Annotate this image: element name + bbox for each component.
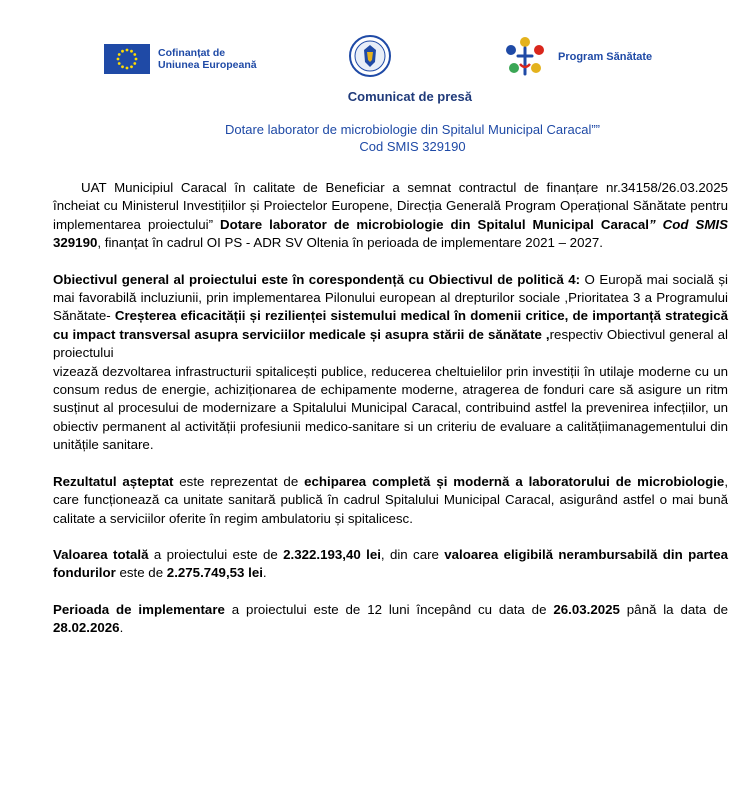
press-release-title-row [0, 88, 750, 106]
eu-logo-text: Cofinanțat de Uniunea Europeană [158, 47, 257, 71]
project-subtitle [0, 121, 750, 155]
paragraph-contract: UAT Municipiul Caracal în calitate de Beneficiar a semnat contractul de finanțare nr.34158/26.03.2025 încheiat cu Ministerul Investițiilor și Proiectelor Europene, Direcția Generală Program Operațional Sănătate pentru implementarea proiectului” Dotare laborator de microbiologie din Spitalul Municipal Caracal” Cod SMIS 329190, finanțat în cadrul OI PS - ADR SV Oltenia în perioada de implementare 2021 – 2027. [53, 180, 728, 251]
eu-cofinanced-logo [104, 44, 257, 74]
paragraph-objective-continued: vizează dezvoltarea infrastructurii spitalicești publice, reducerea cheltuielilor prin investiții în utilaje moderne cu un consum redus de energie, achiziționarea de echipamente moderne, atragerea de fonduri care să asigure un ritm susținut al procesului de modernizare a Spitalului Municipal Caracal, contribuind astfel la prevenirea infecțiilor, un obiectiv permanent al activității profesiunii medico-sanitare si un criteriu de evaluare a calitățiimanagementului din unitățile sanitare. [53, 363, 728, 453]
program-sanatate-logo [500, 34, 652, 80]
paragraph-objective: Obiectivul general al proiectului este în corespondență cu Obiectivul de politică 4: O Europă mai socială și mai favorabilă incluziunii, prin implementarea Pilonului european al drepturilor sociale ,Prioritatea 3 a Programului Sănătate- Creșterea eficacității și rezilienței sistemului medical în domenii critice, de importanță strategică cu impact transversal asupra serviciilor medicale și asupra stării de sănătate ,respectiv Obiectivul general al proiectului [53, 271, 728, 361]
page-title: Comunicat de presă [347, 89, 472, 104]
paragraph-total-value: Valoarea totală a proiectului este de 2.322.193,40 lei, din care valoarea eligibilă nerambursabilă din partea fondurilor este de 2.275.749,53 lei. [53, 546, 728, 581]
press-release-body [53, 179, 728, 638]
subtitle-line-2: Cod SMIS 329190 [359, 139, 466, 154]
paragraph-expected-result: Rezultatul așteptat este reprezentat de echiparea completă și modernă a laboratorului de microbiologie, care funcționează ca unitate sanitară publică în cadrul Spitalului Municipal Caracal, asigurând astfel o mai bună calitate a serviciilor oferite în regim ambulatoriu și spitalicesc. [53, 473, 729, 526]
subtitle-line-1: Dotare laborator de microbiologie din Spitalul Municipal Caracal”” [224, 122, 600, 137]
paragraph-implementation-period: Perioada de implementare a proiectului este de 12 luni începând cu data de 26.03.2025 până la data de 28.02.2026. [53, 601, 728, 636]
program-sanatate-label: Program Sănătate [558, 51, 653, 63]
eu-flag-icon [104, 44, 150, 74]
program-sanatate-people-logo-icon [500, 34, 550, 80]
header-logos [0, 28, 750, 88]
romanian-government-coat-of-arms-icon [348, 34, 392, 78]
